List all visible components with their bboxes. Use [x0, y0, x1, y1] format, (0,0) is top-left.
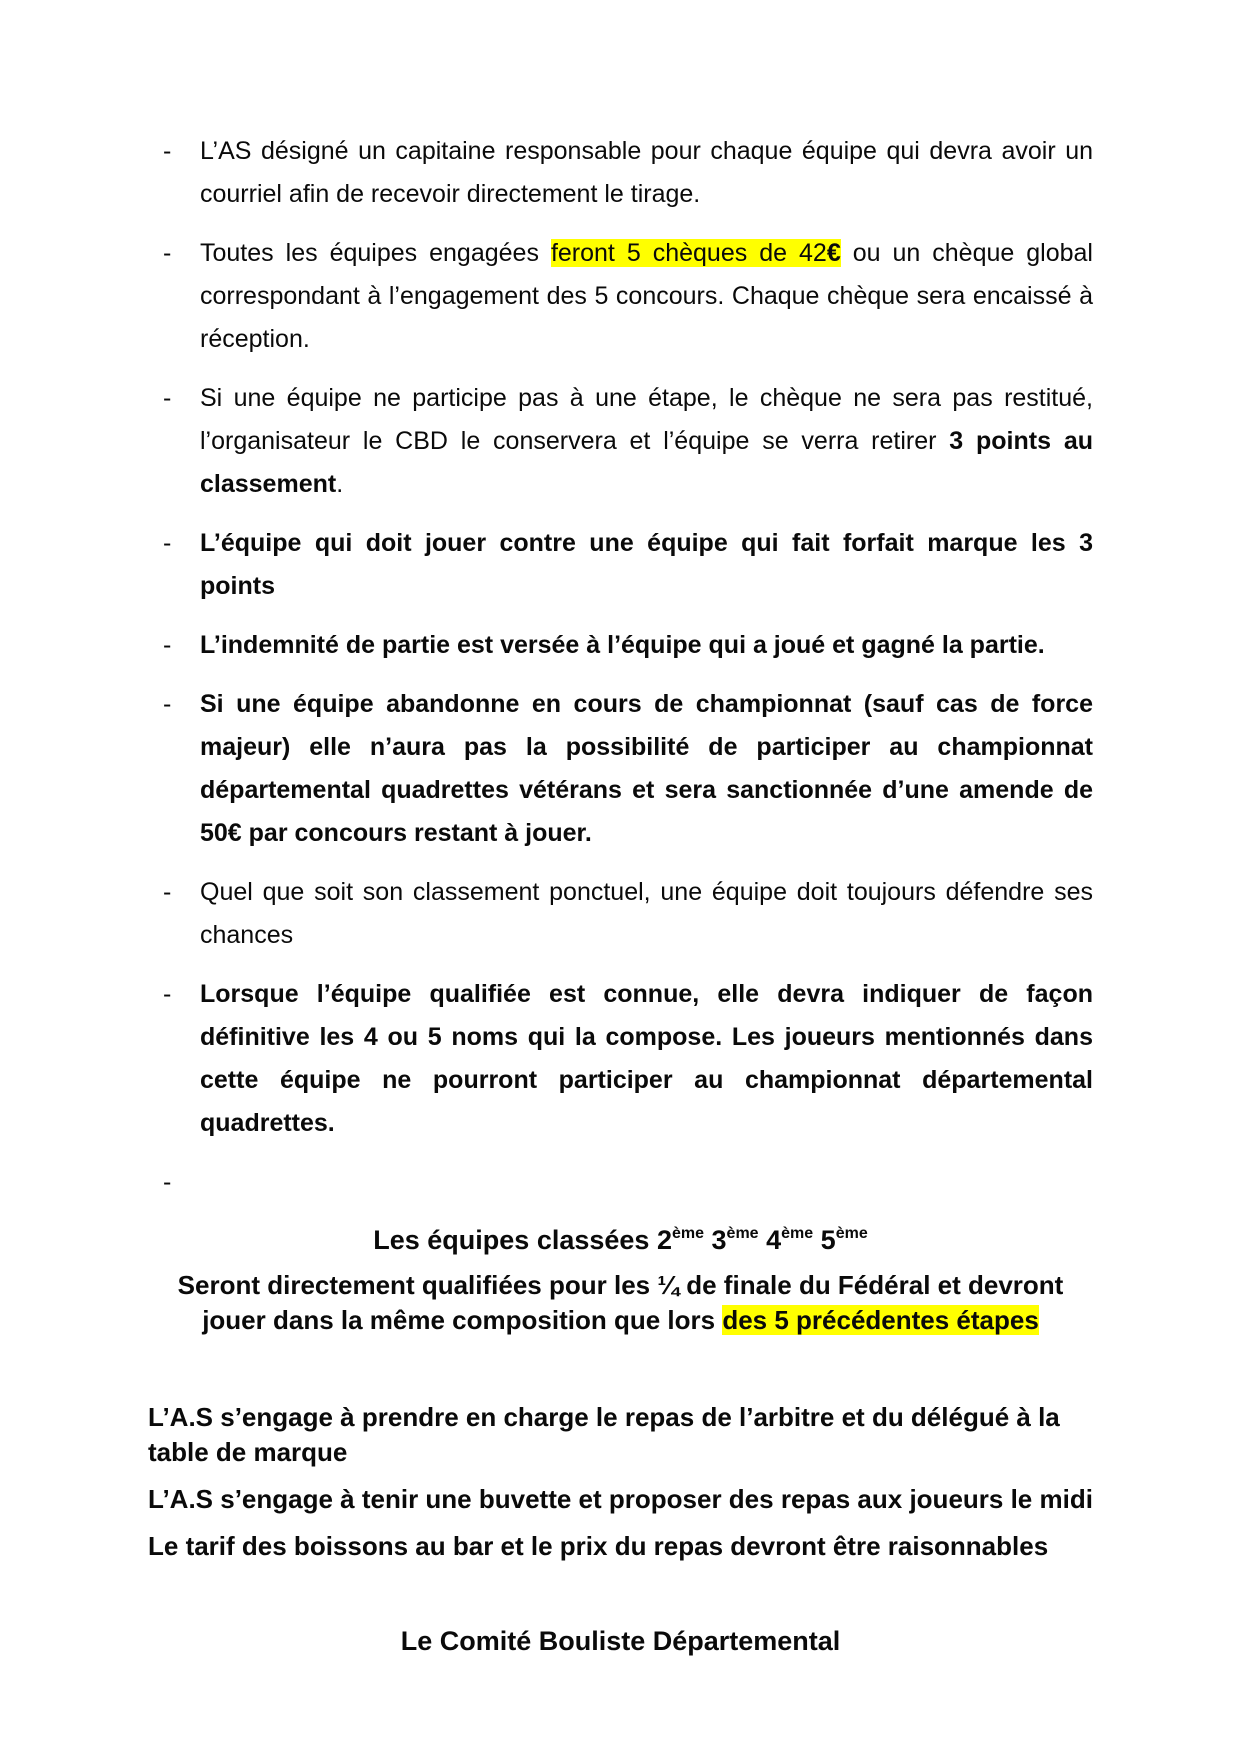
text-segment: .: [336, 470, 344, 498]
bullet-dash: -: [163, 529, 172, 557]
rank-ordinal-suffix: ème: [671, 1225, 704, 1242]
highlighted-text: €: [826, 239, 841, 267]
bullet-item: [163, 232, 1093, 361]
text-segment: Si une équipe abandonne en cours de championnat (sauf cas de force majeur) elle n’aura pas la possibilité de participer au championnat départemental quadrettes vétérans et sera sanctionnée d’une amende de 50€ par concours restant à jouer.: [200, 690, 1093, 847]
bullet-item: [163, 377, 1093, 506]
engagement-refreshments: L’A.S s’engage à tenir une buvette et proposer des repas aux joueurs le midi: [148, 1484, 1093, 1514]
bullet-item: [163, 130, 1093, 216]
bullet-dash: -: [163, 239, 172, 267]
text-segment: Quel que soit son classement ponctuel, une équipe doit toujours défendre ses chances: [200, 878, 1093, 949]
bullet-list: [148, 130, 1093, 1204]
text-segment: Lorsque l’équipe qualifiée est connue, elle devra indiquer de façon définitive les 4 ou 5 noms qui la compose. Les joueurs mentionnés dans cette équipe ne pourront participer au championnat départemental quadrettes.: [200, 980, 1093, 1137]
text-segment: L’indemnité de partie est versée à l’équipe qui a joué et gagné la partie.: [200, 631, 1045, 659]
rank-ordinal-suffix: ème: [726, 1225, 759, 1242]
empty-bullet-item: [163, 1161, 1093, 1204]
bullet-dash: -: [163, 631, 172, 659]
highlighted-text: feront 5 chèques de 42: [550, 239, 827, 267]
rank-ordinal-suffix: ème: [781, 1225, 814, 1242]
bullet-item: [163, 973, 1093, 1145]
highlighted-text: des 5 précédentes étapes: [722, 1305, 1039, 1335]
engagement-prices: Le tarif des boissons au bar et le prix du repas devront être raisonnables: [148, 1531, 1049, 1561]
rank-number: 3: [711, 1225, 727, 1255]
heading-prefix: Les équipes classées: [373, 1225, 657, 1255]
rank-number: 4: [766, 1225, 782, 1255]
text-segment: L’équipe qui doit jouer contre une équipe qui fait forfait marque les 3 points: [200, 529, 1093, 600]
text-segment: Seront directement qualifiées pour les ¼ de finale du Fédéral et devront jouer dans la même composition que lors: [177, 1270, 1064, 1335]
bullet-item: [163, 683, 1093, 855]
text-segment: L’AS désigné un capitaine responsable pour chaque équipe qui devra avoir un courriel afin de recevoir directement le tirage.: [200, 137, 1093, 208]
text-segment: 3 points au classement: [200, 427, 1093, 498]
bullet-dash: -: [163, 690, 172, 718]
bullet-item: [163, 871, 1093, 957]
signature: Le Comité Bouliste Départemental: [400, 1626, 841, 1656]
bullet-dash: -: [163, 1168, 172, 1196]
bullet-dash: -: [163, 878, 172, 906]
bullet-dash: -: [163, 980, 172, 1008]
text-segment: Toutes les équipes engagées: [200, 239, 551, 267]
text-segment: ou un chèque global correspondant à l’engagement des 5 concours. Chaque chèque sera encaissé à réception.: [200, 239, 1093, 353]
bullet-dash: -: [163, 137, 172, 165]
bullet-item: [163, 522, 1093, 608]
text-segment: Si une équipe ne participe pas à une étape, le chèque ne sera pas restitué, l’organisateur le CBD le conservera et l’équipe se verra retirer: [200, 384, 1093, 455]
rank-number: 2: [656, 1225, 672, 1255]
rank-number: 5: [820, 1225, 836, 1255]
engagement-referee-meal: L’A.S s’engage à prendre en charge le repas de l’arbitre et du délégué à la table de marque: [148, 1402, 1060, 1467]
ranking-heading: [148, 1220, 1093, 1260]
qualification-paragraph: [148, 1268, 1093, 1338]
bullet-item: [163, 624, 1093, 667]
bullet-dash: -: [163, 384, 172, 412]
rank-ordinal-suffix: ème: [835, 1225, 868, 1242]
engagements-section: [148, 1400, 1093, 1564]
